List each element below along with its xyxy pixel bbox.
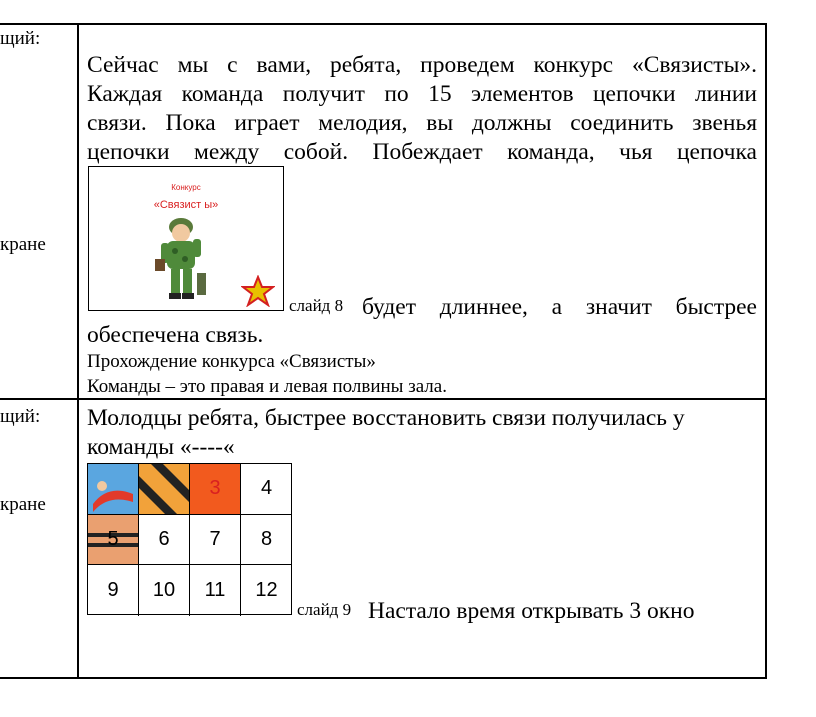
table-top-border xyxy=(0,23,767,25)
row1-note-2: Команды – это правая и левая полвины зала. xyxy=(87,376,447,397)
ribbon-image xyxy=(139,464,189,514)
grid-cell-9: 9 xyxy=(88,565,139,616)
row2-left-screen: кране xyxy=(0,494,46,515)
grid-cell-2 xyxy=(139,464,190,515)
row1-line-last: обеспечена связь. xyxy=(87,322,264,348)
row1-left-label: щий: xyxy=(0,28,41,49)
table-bottom-border xyxy=(0,677,767,679)
grid-cell-10: 10 xyxy=(139,565,190,616)
grid-cell-6: 6 xyxy=(139,515,190,566)
slide-8-subtitle: «Связист ы» xyxy=(153,199,219,211)
poster-image xyxy=(88,464,138,514)
row1-after-slide: будет длиннее, а значит быстрее xyxy=(362,294,757,320)
grid-cell-5-number: 5 xyxy=(107,527,119,550)
grid-cell-5 xyxy=(88,515,139,566)
row1-para-line-4: цепочки между собой. Побеждает команда, чья цепочка xyxy=(87,139,757,165)
slide-8-thumbnail xyxy=(88,166,284,311)
slide-9-label: слайд 9 xyxy=(297,600,352,619)
grid-cell-3: 3 xyxy=(190,464,241,515)
row1-para-line-2: Каждая команда получит по 15 элементов цепочки линии xyxy=(87,81,757,107)
row1-para-line-1: Сейчас мы с вами, ребята, проведем конкурс «Связисты». xyxy=(87,52,757,78)
row2-para-line-2: команды «----« xyxy=(87,434,235,460)
column-divider xyxy=(77,23,79,679)
slide-8-label: слайд 8 xyxy=(289,296,344,315)
slide-8-title: Конкурс xyxy=(171,183,201,192)
star-icon xyxy=(241,275,275,307)
grid-cell-8: 8 xyxy=(241,515,292,566)
slide-9-grid xyxy=(87,463,292,615)
grid-cell-4: 4 xyxy=(241,464,292,515)
table-right-border xyxy=(765,23,767,679)
grid-cell-7: 7 xyxy=(190,515,241,566)
table-row-divider xyxy=(0,398,767,400)
grid-cell-1 xyxy=(88,464,139,515)
row2-para-line-1: Молодцы ребята, быстрее восстановить связи получилась у xyxy=(87,405,685,431)
grid-cell-12: 12 xyxy=(255,578,278,601)
row1-note-1: Прохождение конкурса «Связисты» xyxy=(87,351,376,372)
grid-cell-11: 11 xyxy=(190,565,241,616)
soldier-illustration xyxy=(151,213,211,303)
row2-after-slide: Настало время открывать 3 окно xyxy=(368,598,695,624)
row1-para-line-3: связи. Пока играет мелодия, вы должны соединить звенья xyxy=(87,110,757,136)
row2-left-label: щий: xyxy=(0,406,41,427)
row1-left-screen: кране xyxy=(0,234,46,255)
